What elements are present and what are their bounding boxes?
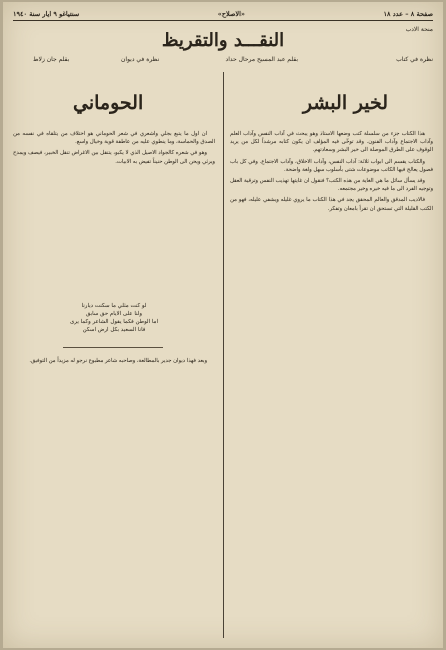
column-divider	[223, 72, 224, 638]
left-kicker: نظرة في ديوان	[121, 56, 160, 63]
newspaper-page	[3, 2, 443, 648]
paragraph: وبعد فهذا ديوان جدير بالمطالعة، وصاحبه شاعر مطبوع نرجو له مزيداً من التوفيق.	[29, 358, 207, 364]
left-article-title: الحوماني	[73, 92, 144, 114]
paragraph: فالاديب المدقق والعالم المحقق يجد في هذا الكتاب ما يروي غليله ويشفي عليله، فهو من الكتب القليلة التي تستحق ان تقرأ بامعان وتفكر.	[230, 197, 433, 212]
verse-line: ولنا على الايام حق سابق	[85, 311, 142, 317]
bylines-row	[13, 56, 433, 68]
left-article-closing	[13, 357, 215, 368]
paragraph: هذا الكتاب جزء من سلسلة كتب وضعها الاستاذ وهو يبحث في آداب النفس وآداب العلم وآداب الاجتماع وآداب الفنون. وقد توخّى فيه المؤلف ان يكون كتابه مرشداً لكل من يريد الوقوف على الطرق الموصلة الى خير البشر وسعادتهم.	[230, 131, 433, 154]
running-header	[13, 8, 433, 21]
paragraph: وهو في شعره كالجواد الاصيل الذي لا يكبو، يتنقل بين الاغراض تنقل الخبير، فيصف ويمدح ويرثي ويحن الى الوطن حنيناً تفيض به الابيات.	[13, 150, 215, 165]
left-author: بقلم جان زلاط	[33, 56, 70, 63]
left-article-body	[13, 130, 215, 169]
right-kicker: نظرة في كتاب	[396, 56, 433, 63]
separator-rule	[63, 347, 163, 348]
verse-line: لو كنت مثلي ما سكنت ديارنا	[81, 303, 147, 309]
right-article-body	[230, 130, 433, 216]
verse-block	[13, 302, 215, 334]
right-article-title: لخير البشر	[302, 92, 388, 114]
page-number-label: صفحة ٨ – عدد ١٨	[383, 10, 433, 18]
verse-line: فانا السعيد بكل ارض اسكن	[82, 327, 146, 333]
paragraph: ان اول ما يتبع بجلي واشعري في شعر الحوماني هو اختلاف من يتلقاه في نفسه من الصدق والحماسة، وما ينطوي عليه من عاطفة قوية وخيال واسع.	[13, 131, 215, 146]
publication-name: «الاصلاح»	[217, 10, 245, 18]
section-title: النقـــد والتقريظ	[161, 30, 285, 51]
section-label: منحة الادب	[405, 26, 433, 33]
right-author: بقلم عبد المسيح مرحال حداد	[225, 56, 298, 63]
paragraph: والكتاب يقسم الى ابواب ثلاثة: آداب النفس، وآداب الاخلاق، وآداب الاجتماع. وفي كل باب فصول يعالج فيها الكاتب موضوعات شتى بأسلوب سهل ولغة واضحة.	[230, 158, 433, 173]
issue-date: سنتياغو ٩ ايار سنة ١٩٤٠	[13, 10, 80, 18]
paragraph: وقد يسأل سائل ما هي الغاية من هذه الكتب؟ فنقول ان غايتها تهذيب النفس وترقية العقل وتوجيه الفرد الى ما فيه خيره وخير مجتمعه.	[230, 178, 433, 193]
section-header	[13, 26, 433, 54]
verse-line: اما الوطن فكما يقول الشاعر وكما يرى	[69, 319, 159, 325]
